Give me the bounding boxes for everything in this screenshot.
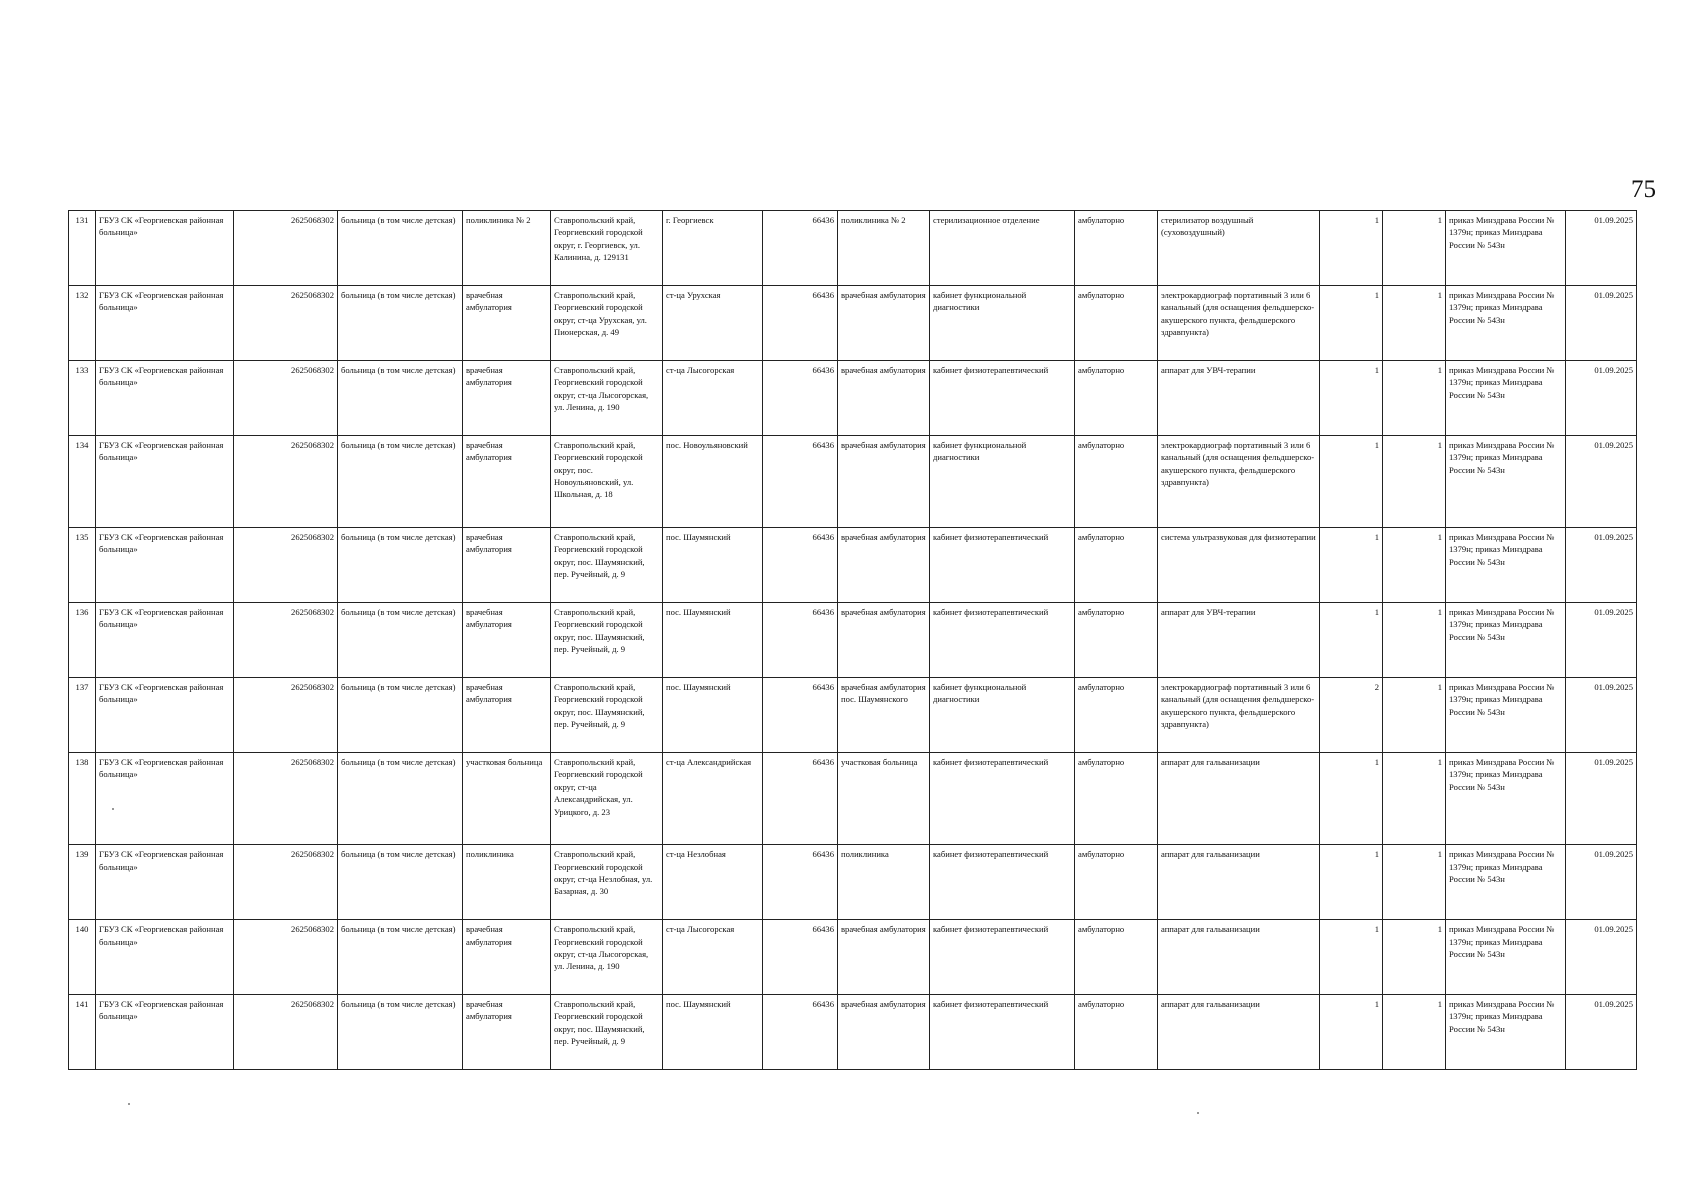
oktmo-code: 66436	[763, 845, 838, 920]
row-number: 139	[69, 845, 96, 920]
address-cell: Ставропольский край, Георгиевский городской округ, ст-ца Незлобная, ул. Базарная, д. 30	[551, 845, 663, 920]
inn-value: 2625068302	[234, 360, 338, 435]
locality-cell: ст-ца Лысогорская	[663, 360, 763, 435]
row-number: 136	[69, 603, 96, 678]
institution-type: больница (в том числе детская)	[338, 211, 463, 286]
required-quantity: 1	[1320, 435, 1383, 527]
available-quantity: 1	[1383, 211, 1446, 286]
care-form: амбулаторно	[1075, 360, 1158, 435]
locality-cell: пос. Новоульяновский	[663, 435, 763, 527]
table-row	[69, 603, 1637, 678]
required-quantity: 1	[1320, 920, 1383, 995]
oktmo-code: 66436	[763, 360, 838, 435]
table-row	[69, 360, 1637, 435]
equipment-name: система ультразвуковая для физиотерапии	[1158, 528, 1320, 603]
equipment-name: аппарат для УВЧ-терапии	[1158, 603, 1320, 678]
registry-table	[68, 210, 1637, 1070]
oktmo-code: 66436	[763, 603, 838, 678]
inn-value: 2625068302	[234, 603, 338, 678]
address-cell: Ставропольский край, Георгиевский городской округ, ст-ца Лысогорская, ул. Ленина, д. 190	[551, 920, 663, 995]
department-name: кабинет функциональной диагностики	[930, 677, 1075, 752]
available-quantity: 1	[1383, 845, 1446, 920]
inn-value: 2625068302	[234, 285, 338, 360]
oktmo-code: 66436	[763, 995, 838, 1070]
equipment-name: аппарат для гальванизации	[1158, 920, 1320, 995]
required-quantity: 1	[1320, 211, 1383, 286]
organization-name: ГБУЗ СК «Георгиевская районная больница»	[96, 677, 234, 752]
inn-value: 2625068302	[234, 752, 338, 844]
available-quantity: 1	[1383, 603, 1446, 678]
effective-date: 01.09.2025	[1566, 528, 1637, 603]
equipment-name: аппарат для гальванизации	[1158, 845, 1320, 920]
legal-basis: приказ Минздрава России № 1379н; приказ Минздрава России № 543н	[1446, 285, 1566, 360]
institution-type: больница (в том числе детская)	[338, 528, 463, 603]
effective-date: 01.09.2025	[1566, 285, 1637, 360]
care-form: амбулаторно	[1075, 920, 1158, 995]
locality-cell: пос. Шаумянский	[663, 528, 763, 603]
subunit-name: поликлиника № 2	[838, 211, 930, 286]
organization-name: ГБУЗ СК «Георгиевская районная больница»	[96, 285, 234, 360]
effective-date: 01.09.2025	[1566, 677, 1637, 752]
effective-date: 01.09.2025	[1566, 435, 1637, 527]
legal-basis: приказ Минздрава России № 1379н; приказ Минздрава России № 543н	[1446, 360, 1566, 435]
table-row	[69, 677, 1637, 752]
scan-speck	[112, 808, 114, 810]
care-form: амбулаторно	[1075, 211, 1158, 286]
oktmo-code: 66436	[763, 677, 838, 752]
institution-type: больница (в том числе детская)	[338, 677, 463, 752]
care-form: амбулаторно	[1075, 752, 1158, 844]
required-quantity: 1	[1320, 360, 1383, 435]
required-quantity: 1	[1320, 995, 1383, 1070]
unit-name: врачебная амбулатория	[463, 435, 551, 527]
legal-basis: приказ Минздрава России № 1379н; приказ Минздрава России № 543н	[1446, 845, 1566, 920]
equipment-name: аппарат для УВЧ-терапии	[1158, 360, 1320, 435]
effective-date: 01.09.2025	[1566, 995, 1637, 1070]
unit-name: врачебная амбулатория	[463, 920, 551, 995]
organization-name: ГБУЗ СК «Георгиевская районная больница»	[96, 360, 234, 435]
inn-value: 2625068302	[234, 435, 338, 527]
organization-name: ГБУЗ СК «Георгиевская районная больница»	[96, 752, 234, 844]
required-quantity: 2	[1320, 677, 1383, 752]
department-name: кабинет физиотерапевтический	[930, 752, 1075, 844]
legal-basis: приказ Минздрава России № 1379н; приказ Минздрава России № 543н	[1446, 603, 1566, 678]
address-cell: Ставропольский край, Георгиевский городской округ, пос. Шаумянский, пер. Ручейный, д. 9	[551, 677, 663, 752]
care-form: амбулаторно	[1075, 677, 1158, 752]
inn-value: 2625068302	[234, 995, 338, 1070]
table-row	[69, 285, 1637, 360]
required-quantity: 1	[1320, 752, 1383, 844]
required-quantity: 1	[1320, 528, 1383, 603]
row-number: 131	[69, 211, 96, 286]
table-row	[69, 995, 1637, 1070]
unit-name: поликлиника	[463, 845, 551, 920]
locality-cell: ст-ца Незлобная	[663, 845, 763, 920]
inn-value: 2625068302	[234, 920, 338, 995]
available-quantity: 1	[1383, 920, 1446, 995]
subunit-name: участковая больница	[838, 752, 930, 844]
available-quantity: 1	[1383, 360, 1446, 435]
inn-value: 2625068302	[234, 845, 338, 920]
table-row	[69, 211, 1637, 286]
scan-speck	[128, 1103, 130, 1105]
subunit-name: поликлиника	[838, 845, 930, 920]
care-form: амбулаторно	[1075, 845, 1158, 920]
table-row	[69, 435, 1637, 527]
subunit-name: врачебная амбулатория пос. Шаумянского	[838, 677, 930, 752]
department-name: кабинет физиотерапевтический	[930, 603, 1075, 678]
department-name: стерилизационное отделение	[930, 211, 1075, 286]
care-form: амбулаторно	[1075, 435, 1158, 527]
organization-name: ГБУЗ СК «Георгиевская районная больница»	[96, 603, 234, 678]
address-cell: Ставропольский край, Георгиевский городской округ, пос. Шаумянский, пер. Ручейный, д. 9	[551, 528, 663, 603]
equipment-name: стерилизатор воздушный (суховоздушный)	[1158, 211, 1320, 286]
row-number: 140	[69, 920, 96, 995]
unit-name: врачебная амбулатория	[463, 995, 551, 1070]
inn-value: 2625068302	[234, 211, 338, 286]
unit-name: врачебная амбулатория	[463, 285, 551, 360]
care-form: амбулаторно	[1075, 285, 1158, 360]
effective-date: 01.09.2025	[1566, 752, 1637, 844]
locality-cell: пос. Шаумянский	[663, 677, 763, 752]
required-quantity: 1	[1320, 285, 1383, 360]
subunit-name: врачебная амбулатория	[838, 603, 930, 678]
equipment-name: электрокардиограф портативный 3 или 6 канальный (для оснащения фельдшерско-акушерского пункта, фельдшерского здравпункта)	[1158, 435, 1320, 527]
legal-basis: приказ Минздрава России № 1379н; приказ Минздрава России № 543н	[1446, 677, 1566, 752]
subunit-name: врачебная амбулатория	[838, 995, 930, 1070]
department-name: кабинет физиотерапевтический	[930, 995, 1075, 1070]
unit-name: поликлиника № 2	[463, 211, 551, 286]
legal-basis: приказ Минздрава России № 1379н; приказ Минздрава России № 543н	[1446, 211, 1566, 286]
equipment-name: аппарат для гальванизации	[1158, 995, 1320, 1070]
address-cell: Ставропольский край, Георгиевский городской округ, пос. Шаумянский, пер. Ручейный, д. 9	[551, 995, 663, 1070]
legal-basis: приказ Минздрава России № 1379н; приказ Минздрава России № 543н	[1446, 435, 1566, 527]
address-cell: Ставропольский край, Георгиевский городской округ, ст-ца Урухская, ул. Пионерская, д. 49	[551, 285, 663, 360]
subunit-name: врачебная амбулатория	[838, 285, 930, 360]
institution-type: больница (в том числе детская)	[338, 603, 463, 678]
equipment-name: аппарат для гальванизации	[1158, 752, 1320, 844]
available-quantity: 1	[1383, 995, 1446, 1070]
institution-type: больница (в том числе детская)	[338, 752, 463, 844]
row-number: 137	[69, 677, 96, 752]
unit-name: врачебная амбулатория	[463, 528, 551, 603]
effective-date: 01.09.2025	[1566, 920, 1637, 995]
oktmo-code: 66436	[763, 528, 838, 603]
required-quantity: 1	[1320, 845, 1383, 920]
row-number: 135	[69, 528, 96, 603]
effective-date: 01.09.2025	[1566, 603, 1637, 678]
organization-name: ГБУЗ СК «Георгиевская районная больница»	[96, 528, 234, 603]
unit-name: врачебная амбулатория	[463, 360, 551, 435]
inn-value: 2625068302	[234, 677, 338, 752]
equipment-name: электрокардиограф портативный 3 или 6 канальный (для оснащения фельдшерско-акушерского пункта, фельдшерского здравпункта)	[1158, 677, 1320, 752]
legal-basis: приказ Минздрава России № 1379н; приказ Минздрава России № 543н	[1446, 920, 1566, 995]
address-cell: Ставропольский край, Георгиевский городской округ, г. Георгиевск, ул. Калинина, д. 129131	[551, 211, 663, 286]
oktmo-code: 66436	[763, 752, 838, 844]
organization-name: ГБУЗ СК «Георгиевская районная больница»	[96, 920, 234, 995]
locality-cell: г. Георгиевск	[663, 211, 763, 286]
department-name: кабинет физиотерапевтический	[930, 920, 1075, 995]
department-name: кабинет физиотерапевтический	[930, 845, 1075, 920]
effective-date: 01.09.2025	[1566, 211, 1637, 286]
locality-cell: пос. Шаумянский	[663, 995, 763, 1070]
unit-name: врачебная амбулатория	[463, 603, 551, 678]
inn-value: 2625068302	[234, 528, 338, 603]
row-number: 132	[69, 285, 96, 360]
equipment-name: электрокардиограф портативный 3 или 6 канальный (для оснащения фельдшерско-акушерского пункта, фельдшерского здравпункта)	[1158, 285, 1320, 360]
oktmo-code: 66436	[763, 920, 838, 995]
address-cell: Ставропольский край, Георгиевский городской округ, пос. Шаумянский, пер. Ручейный, д. 9	[551, 603, 663, 678]
effective-date: 01.09.2025	[1566, 360, 1637, 435]
oktmo-code: 66436	[763, 435, 838, 527]
unit-name: участковая больница	[463, 752, 551, 844]
care-form: амбулаторно	[1075, 603, 1158, 678]
row-number: 141	[69, 995, 96, 1070]
locality-cell: ст-ца Лысогорская	[663, 920, 763, 995]
row-number: 138	[69, 752, 96, 844]
oktmo-code: 66436	[763, 285, 838, 360]
subunit-name: врачебная амбулатория	[838, 920, 930, 995]
available-quantity: 1	[1383, 528, 1446, 603]
available-quantity: 1	[1383, 677, 1446, 752]
row-number: 134	[69, 435, 96, 527]
unit-name: врачебная амбулатория	[463, 677, 551, 752]
available-quantity: 1	[1383, 752, 1446, 844]
oktmo-code: 66436	[763, 211, 838, 286]
institution-type: больница (в том числе детская)	[338, 995, 463, 1070]
subunit-name: врачебная амбулатория	[838, 528, 930, 603]
legal-basis: приказ Минздрава России № 1379н; приказ Минздрава России № 543н	[1446, 752, 1566, 844]
row-number: 133	[69, 360, 96, 435]
subunit-name: врачебная амбулатория	[838, 435, 930, 527]
subunit-name: врачебная амбулатория	[838, 360, 930, 435]
scan-speck	[1197, 1112, 1199, 1114]
table-row	[69, 920, 1637, 995]
address-cell: Ставропольский край, Георгиевский городской округ, ст-ца Лысогорская, ул. Ленина, д. 190	[551, 360, 663, 435]
address-cell: Ставропольский край, Георгиевский городской округ, ст-ца Александрийская, ул. Урицкого, д. 23	[551, 752, 663, 844]
locality-cell: ст-ца Урухская	[663, 285, 763, 360]
department-name: кабинет физиотерапевтический	[930, 528, 1075, 603]
department-name: кабинет функциональной диагностики	[930, 285, 1075, 360]
care-form: амбулаторно	[1075, 995, 1158, 1070]
legal-basis: приказ Минздрава России № 1379н; приказ Минздрава России № 543н	[1446, 995, 1566, 1070]
institution-type: больница (в том числе детская)	[338, 920, 463, 995]
organization-name: ГБУЗ СК «Георгиевская районная больница»	[96, 845, 234, 920]
address-cell: Ставропольский край, Георгиевский городской округ, пос. Новоульяновский, ул. Школьная, д. 18	[551, 435, 663, 527]
institution-type: больница (в том числе детская)	[338, 285, 463, 360]
organization-name: ГБУЗ СК «Георгиевская районная больница»	[96, 435, 234, 527]
department-name: кабинет физиотерапевтический	[930, 360, 1075, 435]
institution-type: больница (в том числе детская)	[338, 435, 463, 527]
table-row	[69, 845, 1637, 920]
legal-basis: приказ Минздрава России № 1379н; приказ Минздрава России № 543н	[1446, 528, 1566, 603]
page-number: 75	[1631, 176, 1656, 203]
locality-cell: пос. Шаумянский	[663, 603, 763, 678]
table-row	[69, 752, 1637, 844]
available-quantity: 1	[1383, 285, 1446, 360]
locality-cell: ст-ца Александрийская	[663, 752, 763, 844]
available-quantity: 1	[1383, 435, 1446, 527]
organization-name: ГБУЗ СК «Георгиевская районная больница»	[96, 995, 234, 1070]
effective-date: 01.09.2025	[1566, 845, 1637, 920]
required-quantity: 1	[1320, 603, 1383, 678]
table-row	[69, 528, 1637, 603]
department-name: кабинет функциональной диагностики	[930, 435, 1075, 527]
organization-name: ГБУЗ СК «Георгиевская районная больница»	[96, 211, 234, 286]
care-form: амбулаторно	[1075, 528, 1158, 603]
institution-type: больница (в том числе детская)	[338, 845, 463, 920]
institution-type: больница (в том числе детская)	[338, 360, 463, 435]
